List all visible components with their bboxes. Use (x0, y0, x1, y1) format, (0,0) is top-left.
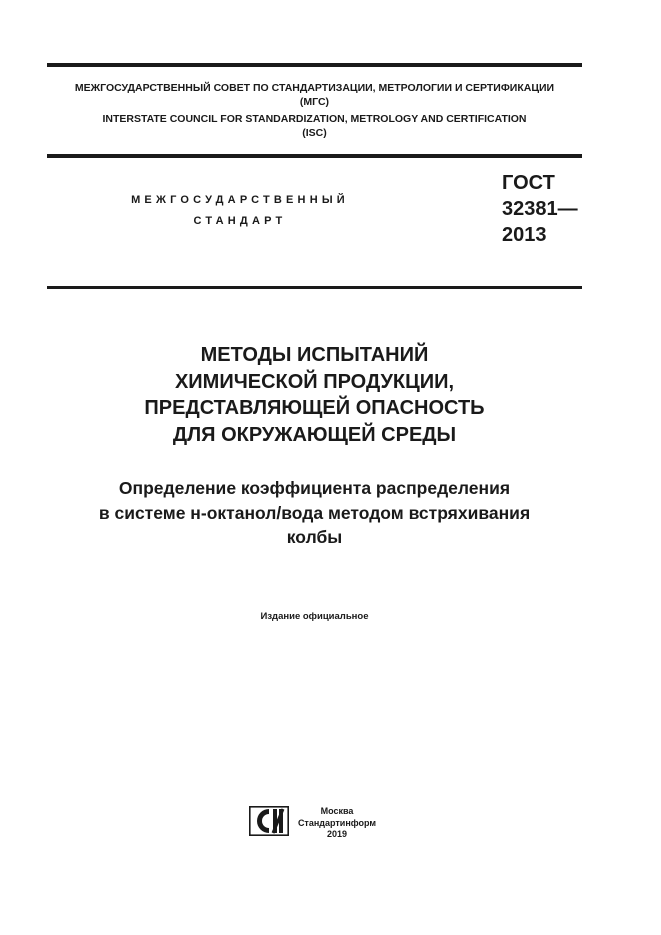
title-line: ДЛЯ ОКРУЖАЮЩЕЙ СРЕДЫ (172, 423, 457, 446)
publisher-city: Москва (320, 806, 354, 816)
title-line: ХИМИЧЕСКОЙ ПРОДУКЦИИ, (174, 370, 455, 393)
council-ru-line: МЕЖГОСУДАРСТВЕННЫЙ СОВЕТ ПО СТАНДАРТИЗАЦИИ, МЕТРОЛОГИИ И СЕРТИФИКАЦИИ (74, 82, 555, 94)
publisher-block (290, 806, 384, 841)
gost-designation (502, 170, 578, 248)
council-en-abbr: (ISC) (302, 127, 327, 139)
council-en-line: INTERSTATE COUNCIL FOR STANDARDIZATION, METROLOGY AND CERTIFICATION (102, 113, 527, 125)
standard-kind-line2: СТАНДАРТ (193, 215, 287, 227)
subtitle-line: колбы (286, 527, 343, 547)
publisher-year: 2019 (326, 829, 348, 839)
standard-kind (90, 190, 390, 232)
document-title (47, 342, 582, 448)
standard-kind-line1: МЕЖГОСУДАРСТВЕННЫЙ (131, 194, 349, 206)
document-subtitle (47, 476, 582, 550)
publisher-name: Стандартинформ (297, 817, 377, 828)
subtitle-line: в системе н-октанол/вода методом встряхивания (98, 502, 531, 523)
edition-label: Издание официальное (260, 611, 369, 622)
gost-prefix: ГОСТ (502, 172, 555, 194)
standartinform-logo-icon (249, 806, 289, 836)
subtitle-line: Определение коэффициента распределения (118, 478, 511, 498)
middle-rule (47, 154, 582, 158)
title-line: МЕТОДЫ ИСПЫТАНИЙ (200, 344, 429, 366)
top-rule (47, 63, 582, 67)
gost-number: 32381— (502, 198, 578, 220)
council-name-ru (47, 81, 582, 109)
lower-rule (47, 286, 582, 289)
gost-year: 2013 (502, 224, 547, 246)
title-line: ПРЕДСТАВЛЯЮЩЕЙ ОПАСНОСТЬ (144, 397, 485, 419)
council-name-en (47, 112, 582, 140)
council-ru-abbr: (МГС) (299, 96, 330, 108)
